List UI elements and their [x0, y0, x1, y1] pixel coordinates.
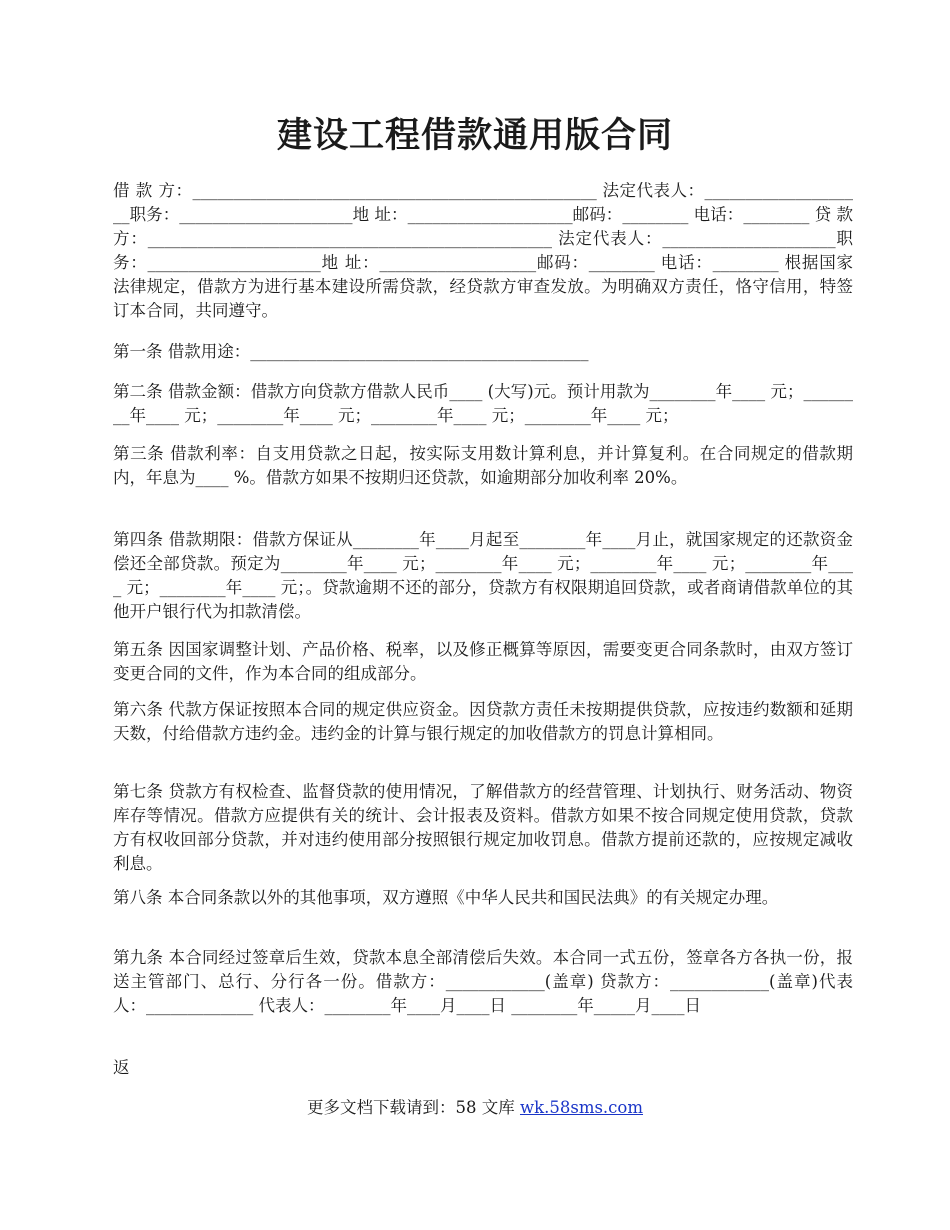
footer-prefix: 更多文档下载请到：58 文库	[306, 1098, 520, 1117]
footer-link[interactable]: wk.58sms.com	[519, 1098, 643, 1117]
article-6: 第六条 代款方保证按照本合同的规定供应资金。因贷款方责任未按期提供贷款，应按违约数额和延期天数，付给借款方违约金。违约金的计算与银行规定的加收借款方的罚息计算相同。	[113, 700, 853, 743]
article-5: 第五条 因国家调整计划、产品价格、税率，以及修正概算等原因，需要变更合同条款时，由双方签订变更合同的文件，作为本合同的组成部分。	[113, 640, 853, 683]
parties-paragraph: 借 款 方：_________________________________________________ 法定代表人：____________________职务：_____________________地 址：____________________邮码：________ 电话：________ 贷 款 方：_________________________________________________ 法定代表人：_____________________职务：_____________________地 址：___________________邮码：________ 电话：________ 根据国家法律规定，借款方为进行基本建设所需贷款，经贷款方审查发放。为明确双方责任，恪守信用，特签订本合同，共同遵守。	[113, 181, 853, 320]
article-1: 第一条 借款用途：_________________________________________	[113, 342, 589, 361]
article-7: 第七条 贷款方有权检查、监督贷款的使用情况，了解借款方的经营管理、计划执行、财务活动、物资库存等情况。借款方应提供有关的统计、会计报表及资料。借款方如果不按合同规定使用贷款，贷款方有权收回部分贷款，并对违约使用部分按照银行规定加收罚息。借款方提前还款的，应按规定减收利息。	[113, 782, 853, 873]
back-text: 返	[113, 1058, 130, 1077]
article-4: 第四条 借款期限：借款方保证从________年____月起至________年____月止，就国家规定的还款资金偿还全部贷款。预定为________年____ 元；________年____ 元；________年____ 元；________年____ 元；________年____ 元；。贷款逾期不还的部分，贷款方有权限期追回贷款，或者商请借款单位的其他开户银行代为扣款清偿。	[113, 530, 853, 621]
article-8: 第八条 本合同条款以外的其他事项，双方遵照《中华人民共和国民法典》的有关规定办理。	[113, 888, 779, 907]
document-title: 建设工程借款通用版合同	[276, 115, 673, 156]
article-2: 第二条 借款金额：借款方向贷款方借款人民币____ (大写)元。预计用款为________年____ 元；________年____ 元；________年____ 元；________年____ 元；________年____ 元；	[113, 382, 853, 425]
article-3: 第三条 借款利率：自支用贷款之日起，按实际支用数计算利息，并计算复利。在合同规定的借款期内，年息为____ %。借款方如果不按期归还贷款，如逾期部分加收利率 20%。	[113, 444, 853, 487]
article-9: 第九条 本合同经过签章后生效，贷款本息全部清偿后失效。本合同一式五份，签章各方各执一份，报送主管部门、总行、分行各一份。借款方：____________(盖章) 贷款方：____________(盖章)代表人：_____________ 代表人：________年____月____日 ________年_____月____日	[113, 948, 853, 1015]
footer	[0, 1096, 950, 1120]
